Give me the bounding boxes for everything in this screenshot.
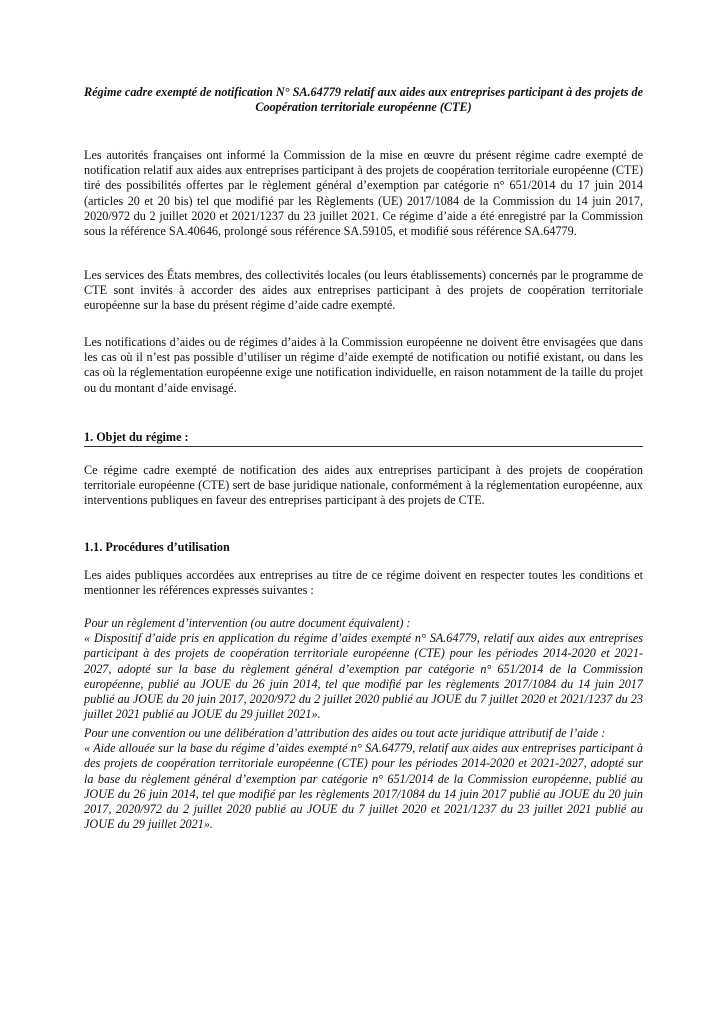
convention-quote: « Aide allouée sur la base du régime d’aides exempté n° SA.64779, relatif aux aides aux entreprises participant à des projets de coopération territoriale européenne (CTE) pour les périodes 2014-2020 et 2021-2027, adopté sur la base du règlement général d’exemption par catégorie n° 651/2014 de la Commission européenne, publié au JOUE du 26 juin 2014, tel que modifié par les règlements 2017/1084 du 14 juin 2017 publié au JOUE du 20 juin 2017, 2020/972 du 2 juillet 2020 publié au JOUE du 7 juillet 2020 et 2021/1237 du 23 juillet 2021 publié au JOUE du 29 juillet 2021». [84,741,643,832]
intro-paragraph-3: Les notifications d’aides ou de régimes d’aides à la Commission européenne ne doivent être envisagées que dans les cas où il n’est pas possible d’utiliser un régime d’aide exempté de notification ou notifié existant, ou dans les cas où la réglementation européenne exige une notification individuelle, en raison notamment de la taille du projet ou du montant d’aide envisagé. [84,335,643,395]
convention-reference-block [84,726,643,832]
convention-label: Pour une convention ou une délibération d’attribution des aides ou tout acte juridique attributif de l’aide : [84,726,606,740]
intro-paragraph-1: Les autorités françaises ont informé la Commission de la mise en œuvre du présent régime cadre exempté de notification relatif aux aides aux entreprises participant à des projets de coopération territoriale européenne (CTE) tiré des possibilités offertes par le règlement général d’exemption par catégorie n° 651/2014 du 17 juin 2014 (articles 20 et 20 bis) tel que modifié par les Règlements (UE) 2017/1084 de la Commission du 14 juin 2017, 2020/972 du 2 juillet 2020 et 2021/1237 du 23 juillet 2021. Ce régime d’aide a été enregistré par la Commission sous la référence SA.40646, prolongé sous référence SA.59105, et modifié sous référence SA.64779. [84,148,643,239]
reglement-quote: « Dispositif d’aide pris en application du régime d’aides exempté n° SA.64779, relatif aux aides aux entreprises participant à des projets de coopération territoriale européenne (CTE) pour les périodes 2014-2020 et 2021-2027, adopté sur la base du règlement général d’exemption par catégorie n° 651/2014 de la Commission européenne, publié au JOUE du 26 juin 2014, tel que modifié par les règlements 2017/1084 du 14 juin 2017 publié au JOUE du 20 juin 2017, 2020/972 du 2 juillet 2020 publié au JOUE du 7 juillet 2020 et 2021/1237 du 23 juillet 2021 publié au JOUE du 29 juillet 2021». [84,631,643,722]
section-1-1-text: Les aides publiques accordées aux entreprises au titre de ce régime doivent en respecter toutes les conditions et mentionner les références expresses suivantes : [84,568,643,598]
reglement-reference-block [84,616,643,722]
document-title: Régime cadre exempté de notification N° SA.64779 relatif aux aides aux entreprises participant à des projets de Coopération territoriale européenne (CTE) [83,85,644,114]
reglement-label: Pour un règlement d’intervention (ou autre document équivalent) : [84,616,411,630]
section-1-heading: 1. Objet du régime : [84,430,189,444]
section-1-text: Ce régime cadre exempté de notification des aides aux entreprises participant à des projets de coopération territoriale européenne (CTE) sert de base juridique nationale, conformément à la réglementation européenne, aux interventions publiques en faveur des entreprises participant à des projets de CTE. [84,463,643,508]
intro-paragraph-2: Les services des États membres, des collectivités locales (ou leurs établissements) concernés par le programme de CTE sont invités à accorder des aides aux entreprises participant à des projets de coopération territoriale européenne sur la base du présent régime d’aide cadre exempté. [84,268,643,313]
section-divider [84,446,643,447]
section-1-1-heading: 1.1. Procédures d’utilisation [84,540,230,554]
